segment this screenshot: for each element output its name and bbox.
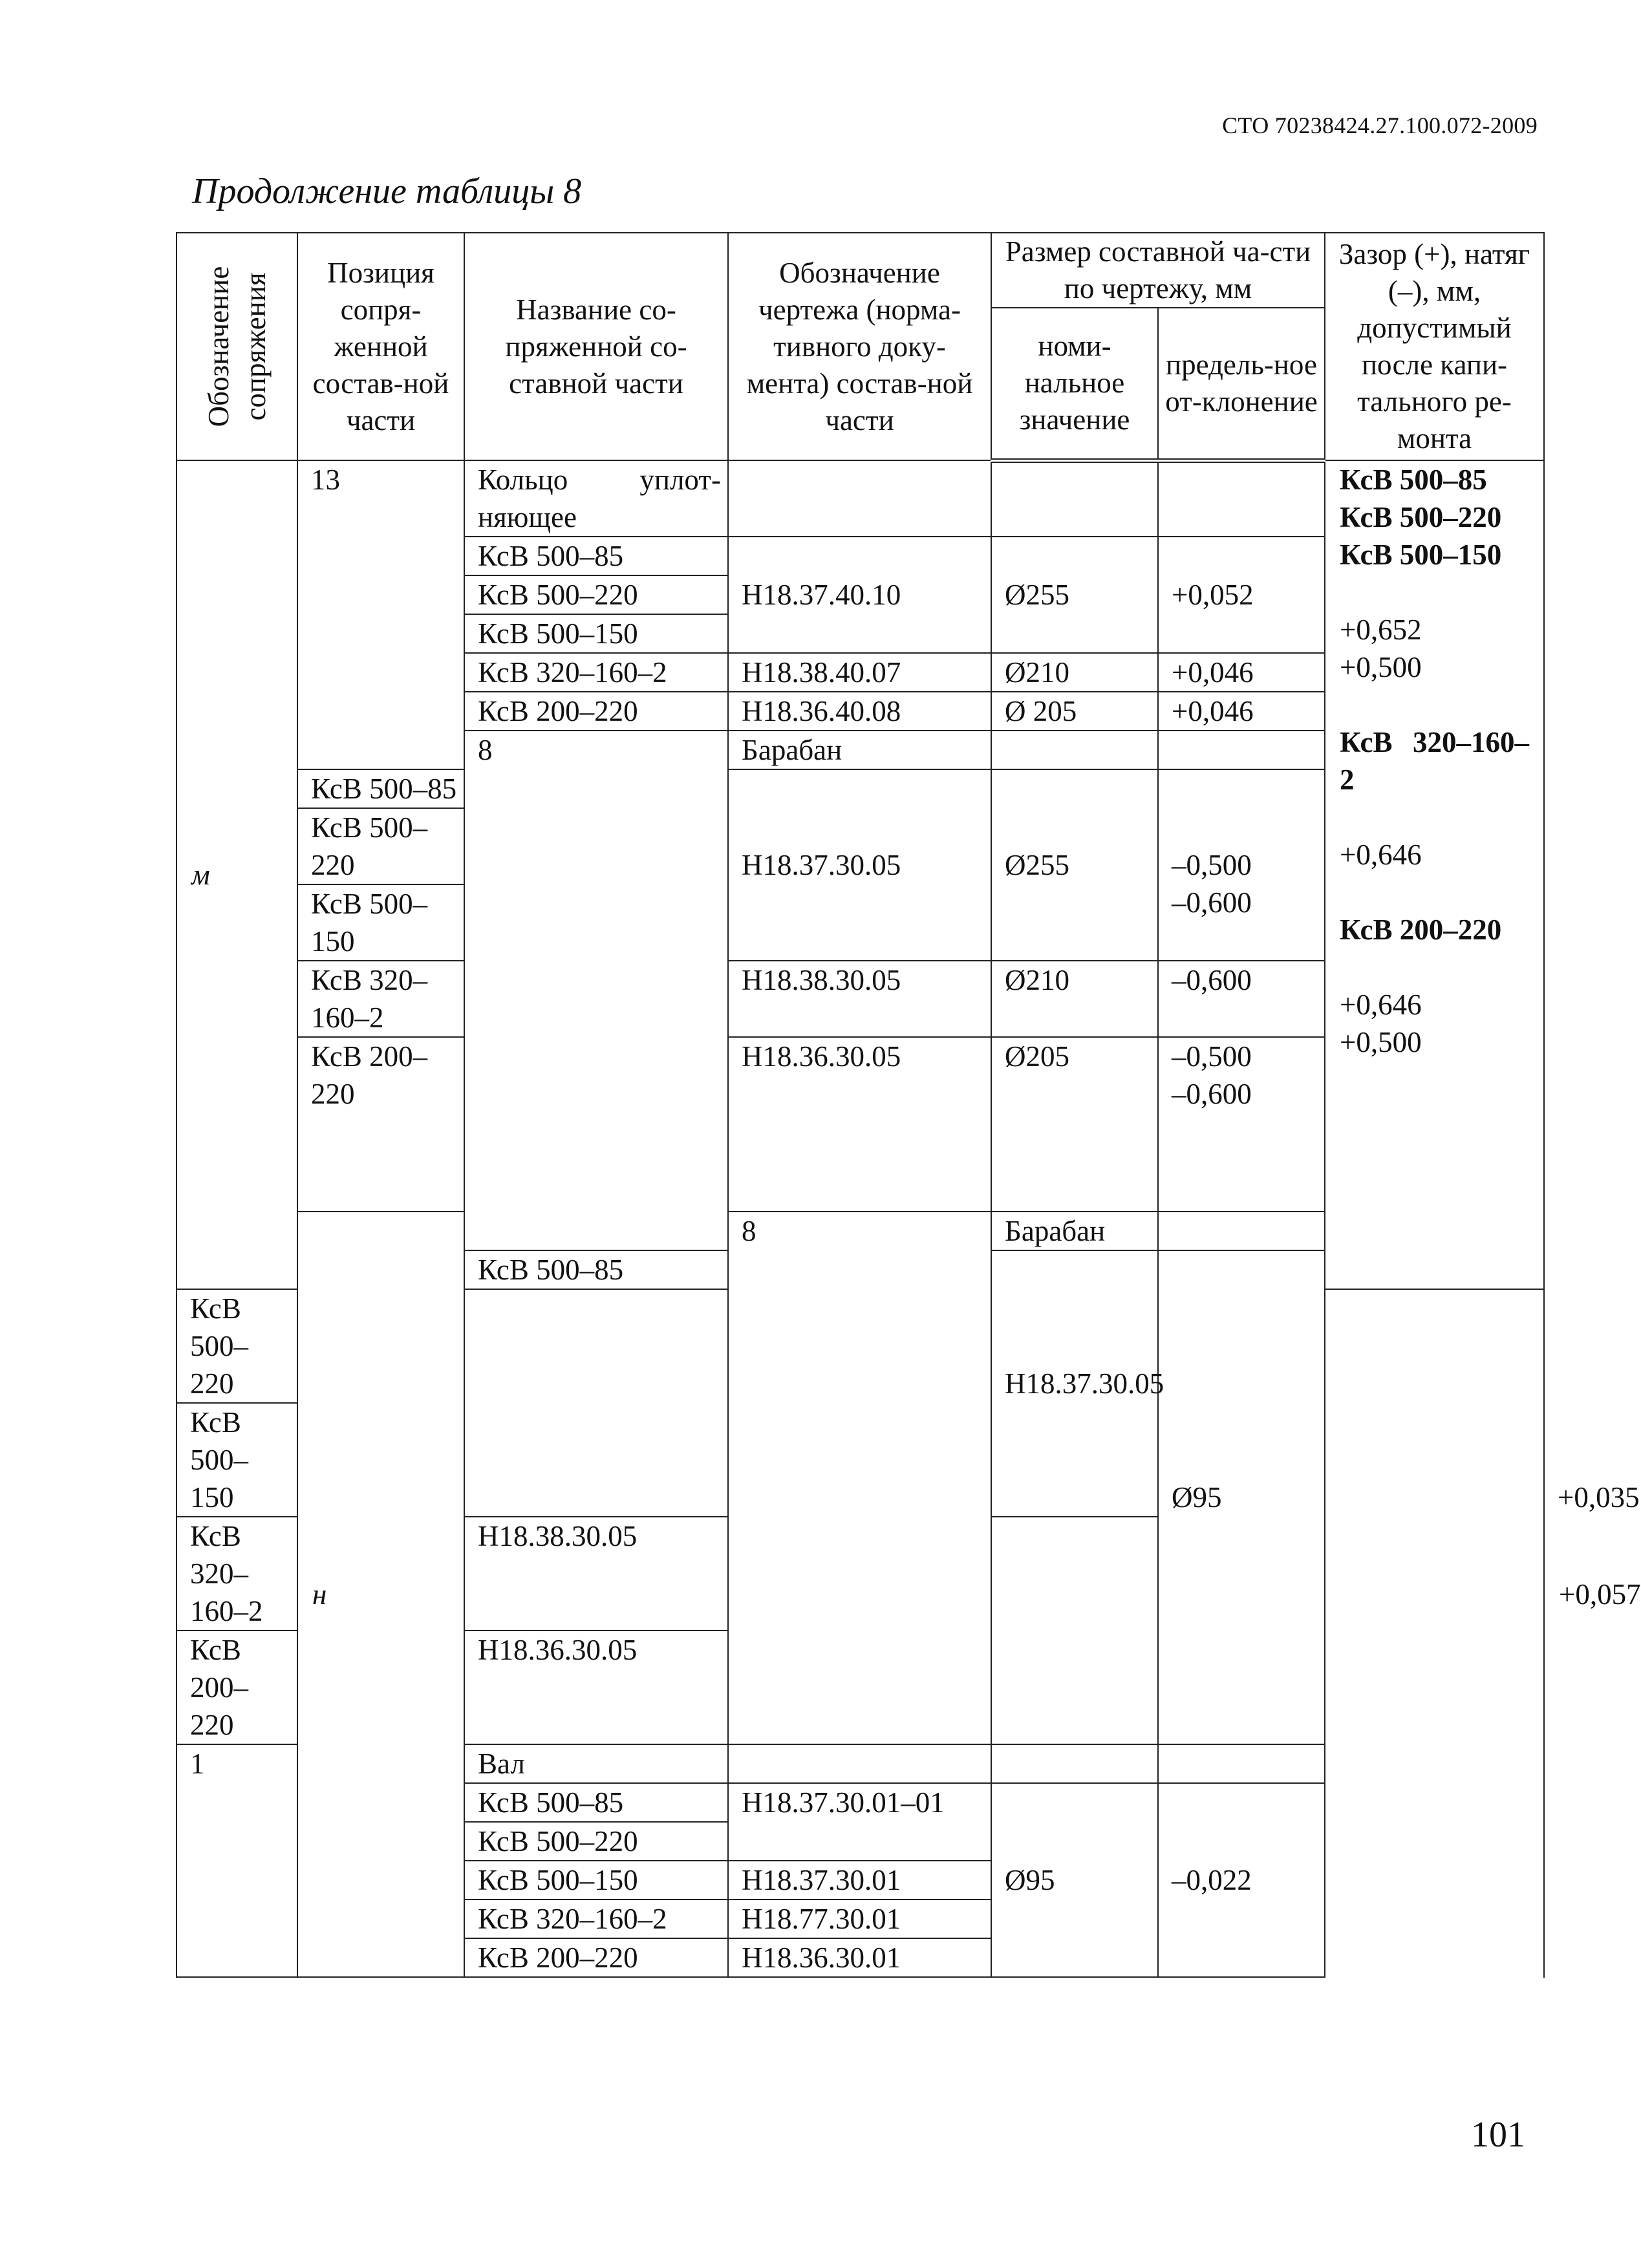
drawing-cell [728, 460, 991, 537]
part-name-cell: КсВ 500–150 [177, 1403, 297, 1517]
part-name-cell: КсВ 200–220 [297, 1037, 464, 1212]
part-name-cell: КсВ 500–150 [464, 614, 728, 653]
clearance-value: +0,646 [1340, 839, 1422, 871]
part-name-cell: КсВ 320–160–2 [464, 653, 728, 692]
part-name-cell: КсВ 500–150 [464, 1861, 728, 1899]
header-deviation: предель-ное от-клонение [1158, 308, 1325, 460]
part-name-cell: КсВ 200–220 [177, 1631, 297, 1744]
part-name-cell: КсВ 320–160–2 [297, 961, 464, 1037]
header-drawing: Обозначение чертежа (норма-тивного доку-мента) состав-ной части [728, 233, 991, 460]
clearance-value: +0,646 [1340, 989, 1422, 1021]
spec-table [176, 232, 1641, 1978]
clearance-heading: КсВ 500–150 [1340, 539, 1502, 571]
group-label-m: м [177, 460, 297, 1289]
nominal-cell: Ø95 [991, 1783, 1158, 1977]
part-name-cell: КсВ 500–220 [297, 808, 464, 884]
nominal-cell: Ø255 [991, 769, 1158, 961]
nominal-cell: Ø210 [991, 961, 1158, 1037]
clearance-heading: КсВ 200–220 [1340, 914, 1502, 946]
drawing-cell [1158, 1212, 1325, 1250]
table-row [177, 460, 1544, 537]
nominal-cell [991, 1744, 1158, 1783]
deviation-value: –0,500 [1172, 849, 1252, 881]
deviation-value: –0,600 [1172, 1078, 1252, 1110]
part-name-cell: КсВ 500–150 [297, 884, 464, 961]
part-name-cell: КсВ 500–220 [464, 1822, 728, 1861]
part-name-cell: КсВ 500–85 [464, 1250, 728, 1289]
header-size-group: Размер составной ча-сти по чертежу, мм [991, 233, 1325, 308]
part-name-cell: КсВ 320–160–2 [177, 1517, 297, 1631]
clearance-heading: КсВ 320–160–2 [1340, 726, 1529, 796]
part-name-cell: КсВ 500–85 [297, 769, 464, 808]
drawing-cell [991, 731, 1158, 769]
header-part-name: Название со-пряженной со-ставной части [464, 233, 728, 460]
part-name-cell: Барабан [728, 731, 991, 769]
nominal-cell: Ø205 [991, 1037, 1158, 1212]
header-position: Позиция сопря-женной состав-ной части [297, 233, 464, 460]
deviation-cell: –0,600 [1158, 961, 1325, 1037]
table-row: КсВ 500–85 Н18.37.30.05 Ø95 +0,035 [177, 1250, 1544, 1289]
part-name-cell: Барабан [991, 1212, 1158, 1250]
deviation-cell: –0,022 [1158, 1783, 1325, 1977]
part-name-cell: Кольцо уплот-няющее [464, 460, 728, 537]
nominal-cell [1158, 731, 1325, 769]
deviation-value: –0,600 [1172, 886, 1252, 919]
position-cell: 8 [728, 1212, 991, 1744]
drawing-cell: Н18.36.30.05 [464, 1631, 728, 1744]
nominal-cell: Ø255 [991, 537, 1158, 653]
drawing-cell [728, 1744, 991, 1783]
deviation-cell: +0,052 [1158, 537, 1325, 653]
table-caption: Продолжение таблицы 8 [192, 171, 582, 211]
group-label-n: н [297, 1212, 464, 1977]
drawing-cell: Н18.37.30.01–01 [728, 1783, 991, 1861]
deviation-cell: +0,046 [1158, 653, 1325, 692]
drawing-cell: Н18.38.30.05 [464, 1517, 728, 1631]
drawing-cell: Н18.36.40.08 [728, 692, 991, 731]
table-row: н 8 Барабан +0,057 [177, 1212, 1544, 1250]
nominal-cell [991, 460, 1158, 537]
part-name-cell: КсВ 500–220 [464, 575, 728, 614]
deviation-cell [1158, 460, 1325, 537]
part-name-cell: КсВ 500–220 [177, 1289, 297, 1403]
clearance-heading: КсВ 500–220 [1340, 501, 1502, 533]
nominal-cell: Ø210 [991, 653, 1158, 692]
part-name-cell: КсВ 500–85 [464, 1783, 728, 1822]
document-code: СТО 70238424.27.100.072-2009 [1222, 112, 1538, 138]
drawing-cell: Н18.77.30.01 [728, 1899, 991, 1938]
drawing-cell: Н18.37.40.10 [728, 537, 991, 653]
part-name-cell: КсВ 200–220 [464, 692, 728, 731]
deviation-value: –0,500 [1172, 1040, 1252, 1073]
part-name-cell: КсВ 500–85 [464, 537, 728, 575]
clearance-value: +0,500 [1340, 651, 1422, 683]
position-cell: 13 [297, 460, 464, 769]
part-name-cell: Вал [464, 1744, 728, 1783]
position-cell: 8 [464, 731, 728, 1250]
clearance-heading: КсВ 500–85 [1340, 464, 1487, 496]
clearance-cell-m [1325, 460, 1544, 1289]
drawing-cell: Н18.37.30.01 [728, 1861, 991, 1899]
header-clearance: Зазор (+), натяг (–), мм, допустимый после капи-тального ре-монта [1325, 233, 1544, 460]
header-nominal: номи-нальное значение [991, 308, 1158, 460]
page-number: 101 [1471, 2115, 1525, 2155]
part-name-cell: КсВ 200–220 [464, 1938, 728, 1977]
deviation-cell: +0,046 [1158, 692, 1325, 731]
position-cell: 1 [177, 1744, 297, 1977]
drawing-cell: Н18.36.30.05 [728, 1037, 991, 1212]
drawing-cell: Н18.38.40.07 [728, 653, 991, 692]
deviation-cell [1158, 1037, 1325, 1212]
drawing-cell: Н18.38.30.05 [728, 961, 991, 1037]
nominal-cell: Ø95 [1158, 1250, 1325, 1744]
nominal-cell: Ø 205 [991, 692, 1158, 731]
deviation-cell [1158, 769, 1325, 961]
header-row-1 [177, 233, 1544, 308]
drawing-cell: Н18.36.30.01 [728, 1938, 991, 1977]
drawing-cell: Н18.37.30.05 [728, 769, 991, 961]
deviation-cell [1158, 1744, 1325, 1783]
drawing-cell: Н18.37.30.05 [991, 1250, 1158, 1517]
header-mate-designation: Обозначение сопряжения [177, 233, 297, 460]
part-name-cell: КсВ 320–160–2 [464, 1899, 728, 1938]
clearance-value: +0,500 [1340, 1026, 1422, 1058]
clearance-value: +0,652 [1340, 614, 1422, 646]
